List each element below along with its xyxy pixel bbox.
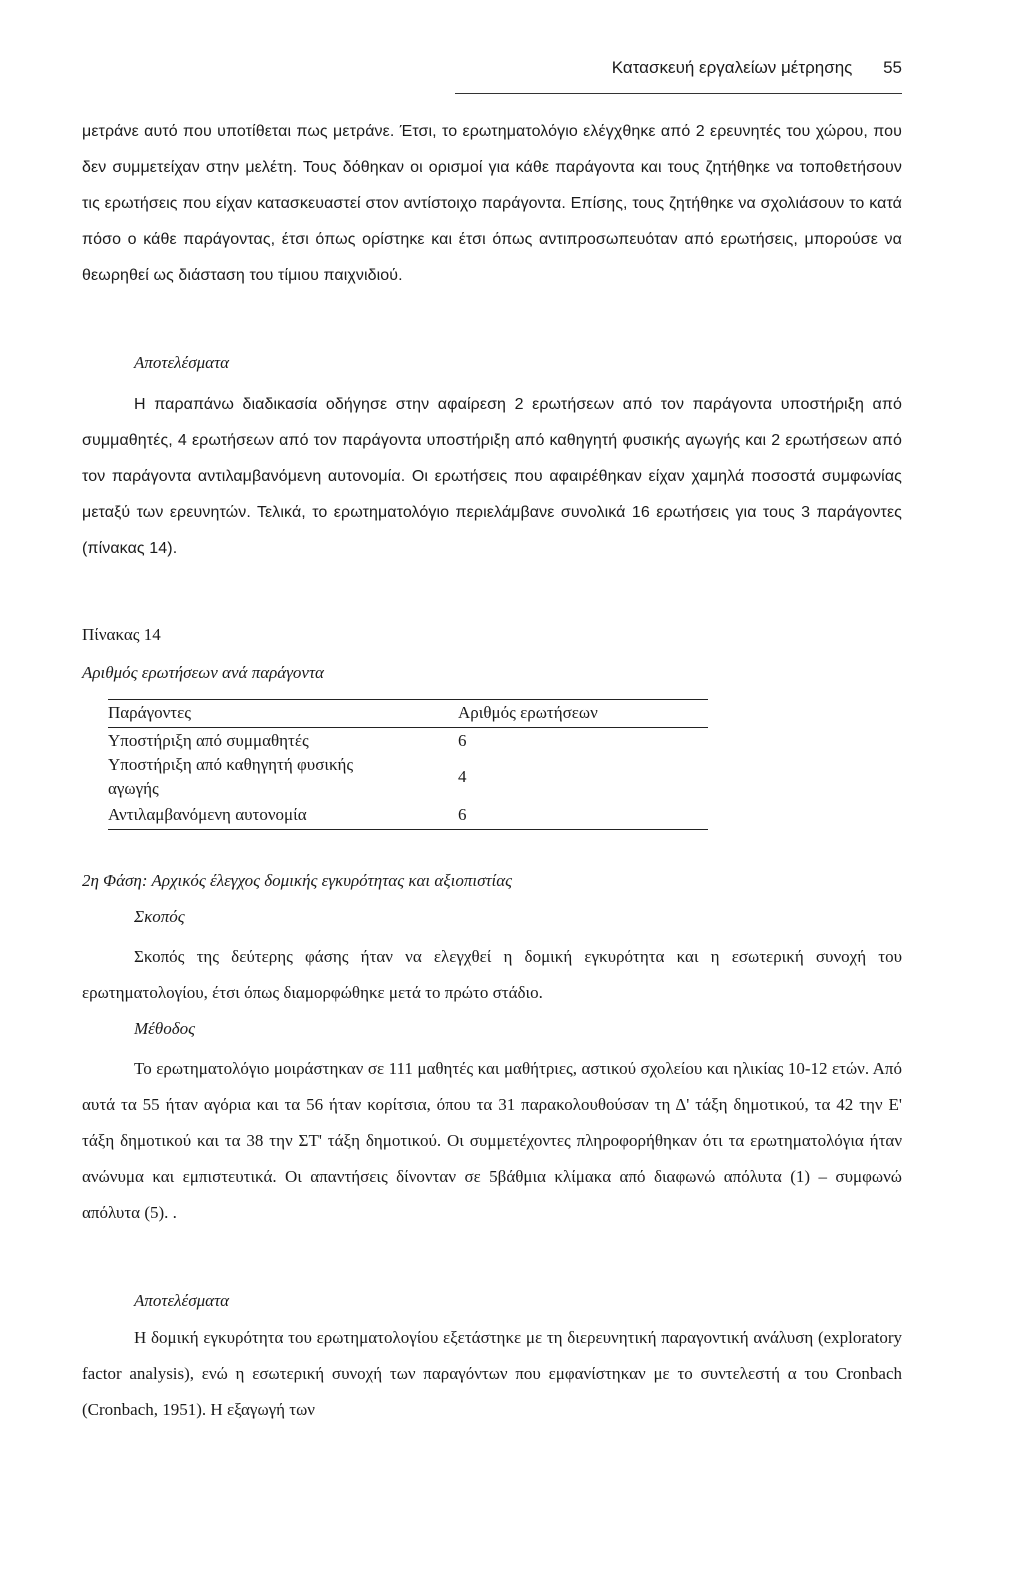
questions-table (108, 699, 708, 839)
table-row-factor: Αντιλαμβανόμενη αυτονομία (108, 805, 307, 824)
table-row-factor-continued: αγωγής (108, 779, 159, 798)
heading-method: Μέθοδος (134, 1019, 196, 1038)
phase-2-heading: 2η Φάση: Αρχικός έλεγχος δομικής εγκυρότητας και αξιοπιστίας (82, 871, 513, 890)
table-top-rule (108, 699, 708, 700)
table-row-count: 6 (458, 805, 467, 824)
table-row-factor: Υποστήριξη από καθηγητή φυσικής (108, 755, 354, 774)
heading-results-2: Αποτελέσματα (134, 1291, 230, 1310)
table-bottom-rule (108, 829, 708, 830)
table-row-factor: Υποστήριξη από συμμαθητές (108, 731, 309, 750)
table-header-count: Αριθμός ερωτήσεων (458, 703, 598, 722)
paragraph-validity-check: μετράνε αυτό που υποτίθεται πως μετράνε. Έτσι, το ερωτηματολόγιο ελέγχθηκε από 2 ερευνητές του χώρου, που δεν συμμετείχαν στην μελέτη. Τους δόθηκαν οι ορισμοί για κάθε παράγοντα και τους ζητήθηκε να τοποθετήσουν τις ερωτήσεις που είχαν κατασκευαστεί στον αντίστοιχο παράγοντα. Επίσης, τους ζητήθηκε να σχολιάσουν το κατά πόσο ο κάθε παράγοντας, έτσι όπως ορίστηκε και έτσι όπως αντιπροσωπευόταν από ερωτήσεις, μπορούσε να θεωρηθεί ως διάσταση του τίμιου παιχνιδιού. (82, 123, 902, 284)
paragraph-method: Το ερωτηματολόγιο μοιράστηκαν σε 111 μαθητές και μαθήτριες, αστικού σχολείου και ηλικίας 10-12 ετών. Από αυτά τα 55 ήταν αγόρια και τα 56 ήταν κορίτσια, όπου τα 31 παρακολουθούσαν τη Δ' τάξη δημοτικού, τα 42 την Ε' τάξη δημοτικού και τα 38 την ΣΤ' τάξη δημοτικού. Οι συμμετέχοντες πληροφορήθηκαν ότι τα ερωτηματολόγια ήταν ανώνυμα και εμπιστευτικά. Οι απαντήσεις δίνονταν σε 5βάθμια κλίμακα από διαφωνώ απόλυτα (1) – συμφωνώ απόλυτα (5). . (82, 1059, 902, 1222)
table-row-count: 4 (458, 767, 467, 786)
paragraph-results-1: Η παραπάνω διαδικασία οδήγησε στην αφαίρεση 2 ερωτήσεων από τον παράγοντα υποστήριξη από συμμαθητές, 4 ερωτήσεων από τον παράγοντα υποστήριξη από καθηγητή φυσικής αγωγής και 2 ερωτήσεων από τον παράγοντα αντιλαμβανόμενη αυτονομία. Οι ερωτήσεις που αφαιρέθηκαν είχαν χαμηλά ποσοστά συμφωνίας μεταξύ των ερευνητών. Τελικά, το ερωτηματολόγιο περιελάμβανε συνολικά 16 ερωτήσεις για τους 3 παράγοντες (πίνακας 14). (82, 396, 902, 557)
paragraph-aim: Σκοπός της δεύτερης φάσης ήταν να ελεγχθεί η δομική εγκυρότητα και η εσωτερική συνοχή του ερωτηματολογίου, έτσι όπως διαμορφώθηκε μετά το πρώτο στάδιο. (82, 947, 902, 1002)
header-title: Κατασκευή εργαλείων μέτρησης (611, 58, 853, 77)
table-label: Πίνακας 14 (82, 625, 161, 644)
table-header-factors: Παράγοντες (108, 703, 191, 722)
table-row-count: 6 (458, 731, 467, 750)
paragraph-results-2: Η δομική εγκυρότητα του ερωτηματολογίου εξετάστηκε με τη διερευνητική παραγοντική ανάλυση (exploratory factor analysis), ενώ η εσωτερική συνοχή των παραγόντων που εμφανίστηκαν με το συντελεστή α του Cronbach (Cronbach, 1951). Η εξαγωγή των (82, 1328, 902, 1419)
page-number: 55 (883, 58, 902, 77)
heading-aim: Σκοπός (134, 907, 185, 926)
table-header-rule (108, 727, 708, 728)
table-caption: Αριθμός ερωτήσεων ανά παράγοντα (82, 663, 324, 682)
heading-results-1: Αποτελέσματα (134, 353, 230, 372)
running-header (82, 58, 902, 78)
header-divider (455, 93, 902, 94)
